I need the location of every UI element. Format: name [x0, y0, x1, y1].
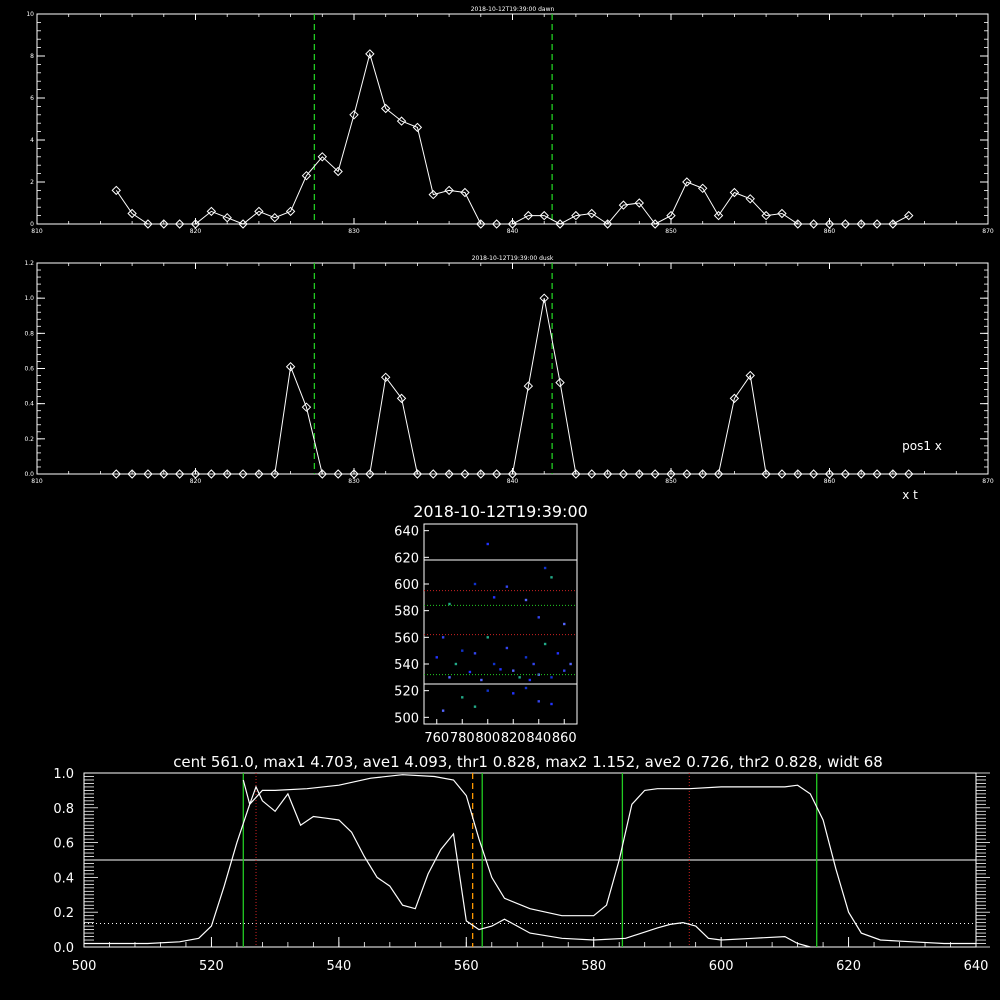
y-tick-label: 620 — [394, 551, 419, 567]
y-tick-label: 0.4 — [53, 871, 74, 887]
data-point — [112, 186, 120, 194]
x-tick-label: 620 — [836, 959, 861, 974]
x-tick-label: 560 — [453, 959, 479, 974]
heatmap-pixel — [569, 663, 571, 665]
heatmap-pixel — [532, 663, 534, 665]
x-tick-label: 850 — [665, 228, 677, 235]
heatmap-pixel — [436, 656, 438, 658]
x-tick-label: 800 — [475, 731, 501, 746]
heatmap-pixel — [455, 663, 457, 665]
x-tick-label: 830 — [348, 228, 360, 235]
y-tick-label: 640 — [394, 524, 419, 540]
plot-title: 2018-10-12T19:39:00 dusk — [471, 255, 554, 262]
x-tick-label: 820 — [189, 478, 202, 485]
heatmap-pixel — [544, 567, 546, 569]
heatmap-pixel — [557, 652, 559, 654]
heatmap-pixel — [474, 652, 476, 654]
x-tick-label: 520 — [199, 959, 224, 974]
x-tick-label: 760 — [424, 731, 450, 746]
x-tick-label: 860 — [551, 731, 577, 746]
heatmap-pixel — [506, 647, 508, 649]
x-tick-label: 580 — [581, 959, 607, 974]
series-line — [116, 54, 909, 224]
x-tick-label: 850 — [665, 478, 677, 485]
y-tick-label: 600 — [394, 578, 419, 593]
y-tick-label: 540 — [394, 658, 419, 673]
profile-series-line — [84, 775, 976, 944]
heatmap-pixel — [461, 696, 463, 698]
x-tick-label: 840 — [526, 731, 552, 746]
plot-frame — [37, 263, 988, 474]
heatmap-pixel — [461, 649, 463, 651]
x-tick-label: 870 — [982, 478, 994, 485]
x-tick-label: 840 — [506, 478, 519, 485]
y-tick-label: 0.6 — [24, 365, 34, 373]
heatmap-pixel — [487, 543, 489, 545]
y-tick-label: 1.0 — [24, 295, 34, 303]
heatmap-pixel — [544, 643, 546, 645]
heatmap-pixel — [493, 596, 495, 598]
y-tick-label: 1.2 — [24, 260, 34, 267]
heatmap-pixel — [512, 669, 514, 671]
heatmap-pixel — [525, 687, 527, 689]
x-tick-label: 780 — [449, 731, 475, 746]
x-tick-label: 600 — [708, 959, 734, 974]
annotation-xt: x t — [902, 488, 918, 502]
x-tick-label: 840 — [506, 228, 519, 235]
heatmap-title: 2018-10-12T19:39:00 — [413, 502, 588, 521]
heatmap-pixel — [487, 636, 489, 638]
x-tick-label: 540 — [326, 959, 352, 974]
x-tick-label: 820 — [500, 731, 526, 746]
y-tick-label: 580 — [394, 604, 419, 620]
heatmap-pixel — [538, 700, 540, 702]
profile-series-line — [243, 780, 810, 947]
y-tick-label: 560 — [394, 631, 419, 647]
y-tick-label: 0.4 — [24, 400, 34, 408]
plot-frame — [37, 14, 988, 224]
y-tick-label: 0.8 — [24, 330, 34, 338]
profile-title: cent 561.0, max1 4.703, ave1 4.093, thr1 0.828, max2 1.152, ave2 0.726, thr2 0.828, widt 68 — [173, 753, 883, 771]
heatmap-pixel — [493, 663, 495, 665]
y-tick-label: 500 — [394, 711, 419, 727]
heatmap-pixel — [563, 623, 565, 625]
y-tick-label: 1.0 — [53, 767, 74, 782]
y-tick-label: 10 — [26, 11, 34, 18]
heatmap-pixel — [487, 689, 489, 691]
heatmap-pixel — [448, 676, 450, 678]
x-tick-label: 500 — [71, 959, 97, 974]
y-tick-label: 0 — [30, 221, 34, 228]
x-tick-label: 810 — [31, 478, 43, 485]
x-tick-label: 830 — [348, 478, 360, 485]
y-tick-label: 0.0 — [24, 471, 34, 478]
heatmap-pixel — [529, 679, 531, 681]
y-tick-label: 8 — [30, 53, 34, 60]
x-tick-label: 640 — [963, 959, 989, 974]
heatmap-pixel — [525, 656, 527, 658]
heatmap-pixel — [506, 585, 508, 587]
y-tick-label: 0.6 — [53, 836, 74, 852]
heatmap-pixel — [474, 583, 476, 585]
heatmap-pixel — [442, 636, 444, 638]
heatmap-pixel — [480, 679, 482, 681]
series-line — [116, 298, 909, 474]
y-tick-label: 520 — [394, 684, 419, 700]
x-tick-label: 860 — [823, 228, 836, 235]
annotation-pos: pos1 x — [902, 439, 942, 453]
y-tick-label: 0.8 — [53, 801, 74, 817]
heatmap-pixel — [525, 599, 527, 601]
heatmap-pixel — [550, 676, 552, 678]
x-tick-label: 870 — [982, 228, 994, 235]
heatmap-pixel — [499, 668, 501, 670]
x-tick-label: 810 — [31, 228, 43, 235]
y-tick-label: 0.2 — [24, 435, 34, 443]
y-tick-label: 4 — [30, 137, 34, 144]
y-tick-label: 0.0 — [53, 941, 74, 956]
heatmap-pixel — [518, 676, 520, 678]
y-tick-label: 6 — [30, 95, 34, 102]
heatmap-pixel — [469, 671, 471, 673]
heatmap-pixel — [563, 669, 565, 671]
y-tick-label: 2 — [30, 179, 34, 186]
heatmap-pixel — [442, 709, 444, 711]
heatmap-frame — [424, 524, 577, 724]
plot-title: 2018-10-12T19:39:00 dawn — [470, 6, 555, 13]
heatmap-pixel — [512, 692, 514, 694]
x-tick-label: 860 — [823, 478, 836, 485]
heatmap-pixel — [538, 616, 540, 618]
x-tick-label: 820 — [189, 228, 202, 235]
heatmap-pixel — [474, 705, 476, 707]
heatmap-pixel — [550, 576, 552, 578]
y-tick-label: 0.2 — [53, 906, 74, 922]
heatmap-pixel — [550, 703, 552, 705]
